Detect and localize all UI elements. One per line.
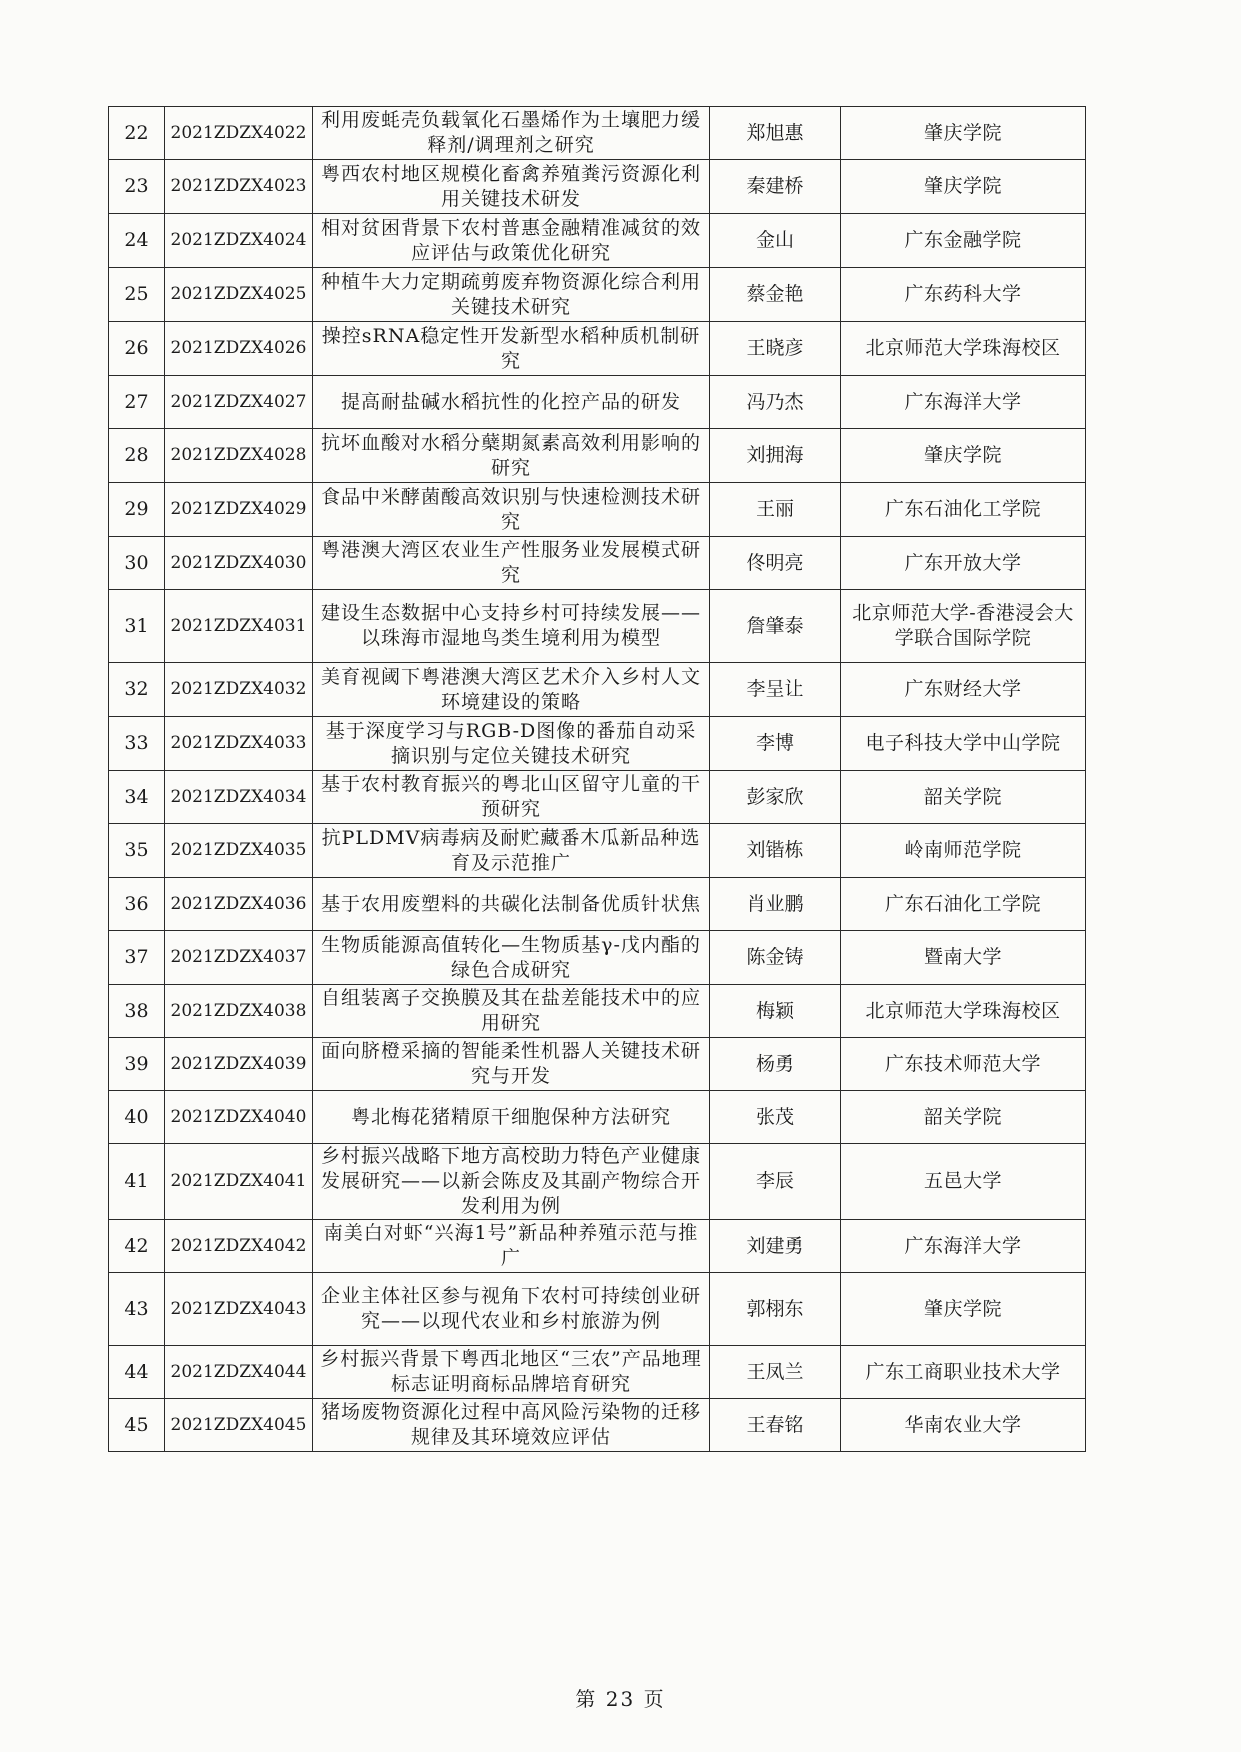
institution: 肇庆学院 — [841, 107, 1086, 160]
project-code: 2021ZDZX4025 — [165, 268, 313, 322]
project-leader: 刘锴栋 — [710, 824, 841, 878]
table-row — [109, 878, 1086, 931]
project-leader: 李呈让 — [710, 663, 841, 717]
row-number: 34 — [109, 771, 165, 824]
row-number: 44 — [109, 1346, 165, 1399]
institution: 广东开放大学 — [841, 537, 1086, 590]
row-number: 39 — [109, 1038, 165, 1091]
project-leader: 王春铭 — [710, 1399, 841, 1452]
institution: 北京师范大学-香港浸会大学联合国际学院 — [841, 590, 1086, 663]
institution: 广东财经大学 — [841, 663, 1086, 717]
page-number: 第 23 页 — [575, 1687, 666, 1711]
table-row — [109, 1038, 1086, 1091]
project-leader: 梅颖 — [710, 985, 841, 1038]
row-number: 31 — [109, 590, 165, 663]
project-title: 粤北梅花猪精原干细胞保种方法研究 — [313, 1091, 710, 1144]
project-code: 2021ZDZX4038 — [165, 985, 313, 1038]
project-leader: 王丽 — [710, 483, 841, 537]
table-row — [109, 824, 1086, 878]
institution: 广东海洋大学 — [841, 1220, 1086, 1273]
table-row — [109, 160, 1086, 214]
project-title: 面向脐橙采摘的智能柔性机器人关键技术研究与开发 — [313, 1038, 710, 1091]
project-code: 2021ZDZX4045 — [165, 1399, 313, 1452]
table-row — [109, 537, 1086, 590]
project-code: 2021ZDZX4024 — [165, 214, 313, 268]
project-code: 2021ZDZX4041 — [165, 1144, 313, 1220]
institution: 广东石油化工学院 — [841, 878, 1086, 931]
project-code: 2021ZDZX4039 — [165, 1038, 313, 1091]
project-code: 2021ZDZX4032 — [165, 663, 313, 717]
project-code: 2021ZDZX4023 — [165, 160, 313, 214]
row-number: 32 — [109, 663, 165, 717]
institution: 岭南师范学院 — [841, 824, 1086, 878]
project-title: 建设生态数据中心支持乡村可持续发展——以珠海市湿地鸟类生境利用为模型 — [313, 590, 710, 663]
row-number: 27 — [109, 376, 165, 429]
project-leader: 杨勇 — [710, 1038, 841, 1091]
table-row — [109, 590, 1086, 663]
institution: 韶关学院 — [841, 1091, 1086, 1144]
project-leader: 王凤兰 — [710, 1346, 841, 1399]
institution: 暨南大学 — [841, 931, 1086, 985]
institution: 广东工商职业技术大学 — [841, 1346, 1086, 1399]
row-number: 40 — [109, 1091, 165, 1144]
project-title: 乡村振兴战略下地方高校助力特色产业健康发展研究——以新会陈皮及其副产物综合开发利用为例 — [313, 1144, 710, 1220]
project-code: 2021ZDZX4034 — [165, 771, 313, 824]
project-code: 2021ZDZX4035 — [165, 824, 313, 878]
table-row — [109, 322, 1086, 376]
table-row — [109, 268, 1086, 322]
institution: 广东石油化工学院 — [841, 483, 1086, 537]
table-row — [109, 107, 1086, 160]
table-row — [109, 214, 1086, 268]
project-title: 生物质能源高值转化—生物质基γ-戊内酯的绿色合成研究 — [313, 931, 710, 985]
row-number: 37 — [109, 931, 165, 985]
project-leader: 蔡金艳 — [710, 268, 841, 322]
project-title: 基于农村教育振兴的粤北山区留守儿童的干预研究 — [313, 771, 710, 824]
project-leader: 彭家欣 — [710, 771, 841, 824]
table-row — [109, 1346, 1086, 1399]
institution: 肇庆学院 — [841, 429, 1086, 483]
project-code: 2021ZDZX4026 — [165, 322, 313, 376]
table-row — [109, 663, 1086, 717]
project-leader: 刘建勇 — [710, 1220, 841, 1273]
row-number: 38 — [109, 985, 165, 1038]
row-number: 43 — [109, 1273, 165, 1346]
project-title: 相对贫困背景下农村普惠金融精准减贫的效应评估与政策优化研究 — [313, 214, 710, 268]
project-leader: 詹肇泰 — [710, 590, 841, 663]
project-leader: 王晓彦 — [710, 322, 841, 376]
institution: 北京师范大学珠海校区 — [841, 322, 1086, 376]
table-row — [109, 429, 1086, 483]
project-title: 操控sRNA稳定性开发新型水稻种质机制研究 — [313, 322, 710, 376]
institution: 电子科技大学中山学院 — [841, 717, 1086, 771]
institution: 韶关学院 — [841, 771, 1086, 824]
row-number: 28 — [109, 429, 165, 483]
institution: 肇庆学院 — [841, 1273, 1086, 1346]
row-number: 24 — [109, 214, 165, 268]
project-title: 粤西农村地区规模化畜禽养殖粪污资源化利用关键技术研发 — [313, 160, 710, 214]
table-row — [109, 1144, 1086, 1220]
table-row — [109, 1091, 1086, 1144]
project-code: 2021ZDZX4044 — [165, 1346, 313, 1399]
project-code: 2021ZDZX4040 — [165, 1091, 313, 1144]
project-title: 美育视阈下粤港澳大湾区艺术介入乡村人文环境建设的策略 — [313, 663, 710, 717]
row-number: 42 — [109, 1220, 165, 1273]
institution: 北京师范大学珠海校区 — [841, 985, 1086, 1038]
table-row — [109, 1273, 1086, 1346]
project-title: 基于农用废塑料的共碳化法制备优质针状焦 — [313, 878, 710, 931]
table-row — [109, 483, 1086, 537]
institution: 广东药科大学 — [841, 268, 1086, 322]
project-leader: 刘拥海 — [710, 429, 841, 483]
project-leader: 郑旭惠 — [710, 107, 841, 160]
project-table — [108, 106, 1086, 1452]
project-table-body — [109, 107, 1086, 1452]
table-row — [109, 717, 1086, 771]
project-code: 2021ZDZX4043 — [165, 1273, 313, 1346]
project-leader: 冯乃杰 — [710, 376, 841, 429]
project-leader: 金山 — [710, 214, 841, 268]
project-title: 基于深度学习与RGB-D图像的番茄自动采摘识别与定位关键技术研究 — [313, 717, 710, 771]
project-code: 2021ZDZX4033 — [165, 717, 313, 771]
row-number: 30 — [109, 537, 165, 590]
project-leader: 郭栩东 — [710, 1273, 841, 1346]
row-number: 41 — [109, 1144, 165, 1220]
project-leader: 佟明亮 — [710, 537, 841, 590]
project-title: 利用废蚝壳负载氧化石墨烯作为土壤肥力缓释剂/调理剂之研究 — [313, 107, 710, 160]
project-title: 企业主体社区参与视角下农村可持续创业研究——以现代农业和乡村旅游为例 — [313, 1273, 710, 1346]
institution: 华南农业大学 — [841, 1399, 1086, 1452]
project-title: 南美白对虾“兴海1号”新品种养殖示范与推广 — [313, 1220, 710, 1273]
project-leader: 李博 — [710, 717, 841, 771]
table-row — [109, 1220, 1086, 1273]
row-number: 25 — [109, 268, 165, 322]
project-title: 猪场废物资源化过程中高风险污染物的迁移规律及其环境效应评估 — [313, 1399, 710, 1452]
project-code: 2021ZDZX4037 — [165, 931, 313, 985]
project-leader: 陈金铸 — [710, 931, 841, 985]
row-number: 36 — [109, 878, 165, 931]
project-title: 提高耐盐碱水稻抗性的化控产品的研发 — [313, 376, 710, 429]
row-number: 33 — [109, 717, 165, 771]
project-title: 食品中米酵菌酸高效识别与快速检测技术研究 — [313, 483, 710, 537]
project-code: 2021ZDZX4022 — [165, 107, 313, 160]
project-leader: 李辰 — [710, 1144, 841, 1220]
project-code: 2021ZDZX4028 — [165, 429, 313, 483]
project-title: 自组装离子交换膜及其在盐差能技术中的应用研究 — [313, 985, 710, 1038]
institution: 肇庆学院 — [841, 160, 1086, 214]
project-title: 抗坏血酸对水稻分蘖期氮素高效利用影响的研究 — [313, 429, 710, 483]
institution: 广东技术师范大学 — [841, 1038, 1086, 1091]
institution: 广东金融学院 — [841, 214, 1086, 268]
project-title: 抗PLDMV病毒病及耐贮藏番木瓜新品种选育及示范推广 — [313, 824, 710, 878]
table-row — [109, 931, 1086, 985]
row-number: 23 — [109, 160, 165, 214]
table-row — [109, 985, 1086, 1038]
table-row — [109, 771, 1086, 824]
project-code: 2021ZDZX4042 — [165, 1220, 313, 1273]
project-leader: 张茂 — [710, 1091, 841, 1144]
project-code: 2021ZDZX4030 — [165, 537, 313, 590]
institution: 五邑大学 — [841, 1144, 1086, 1220]
table-row — [109, 376, 1086, 429]
table-row — [109, 1399, 1086, 1452]
row-number: 35 — [109, 824, 165, 878]
project-title: 种植牛大力定期疏剪废弃物资源化综合利用关键技术研究 — [313, 268, 710, 322]
project-code: 2021ZDZX4027 — [165, 376, 313, 429]
row-number: 26 — [109, 322, 165, 376]
project-code: 2021ZDZX4031 — [165, 590, 313, 663]
project-title: 粤港澳大湾区农业生产性服务业发展模式研究 — [313, 537, 710, 590]
institution: 广东海洋大学 — [841, 376, 1086, 429]
project-leader: 肖业鹏 — [710, 878, 841, 931]
project-code: 2021ZDZX4029 — [165, 483, 313, 537]
row-number: 45 — [109, 1399, 165, 1452]
row-number: 29 — [109, 483, 165, 537]
project-code: 2021ZDZX4036 — [165, 878, 313, 931]
row-number: 22 — [109, 107, 165, 160]
project-leader: 秦建桥 — [710, 160, 841, 214]
project-title: 乡村振兴背景下粤西北地区“三农”产品地理标志证明商标品牌培育研究 — [313, 1346, 710, 1399]
